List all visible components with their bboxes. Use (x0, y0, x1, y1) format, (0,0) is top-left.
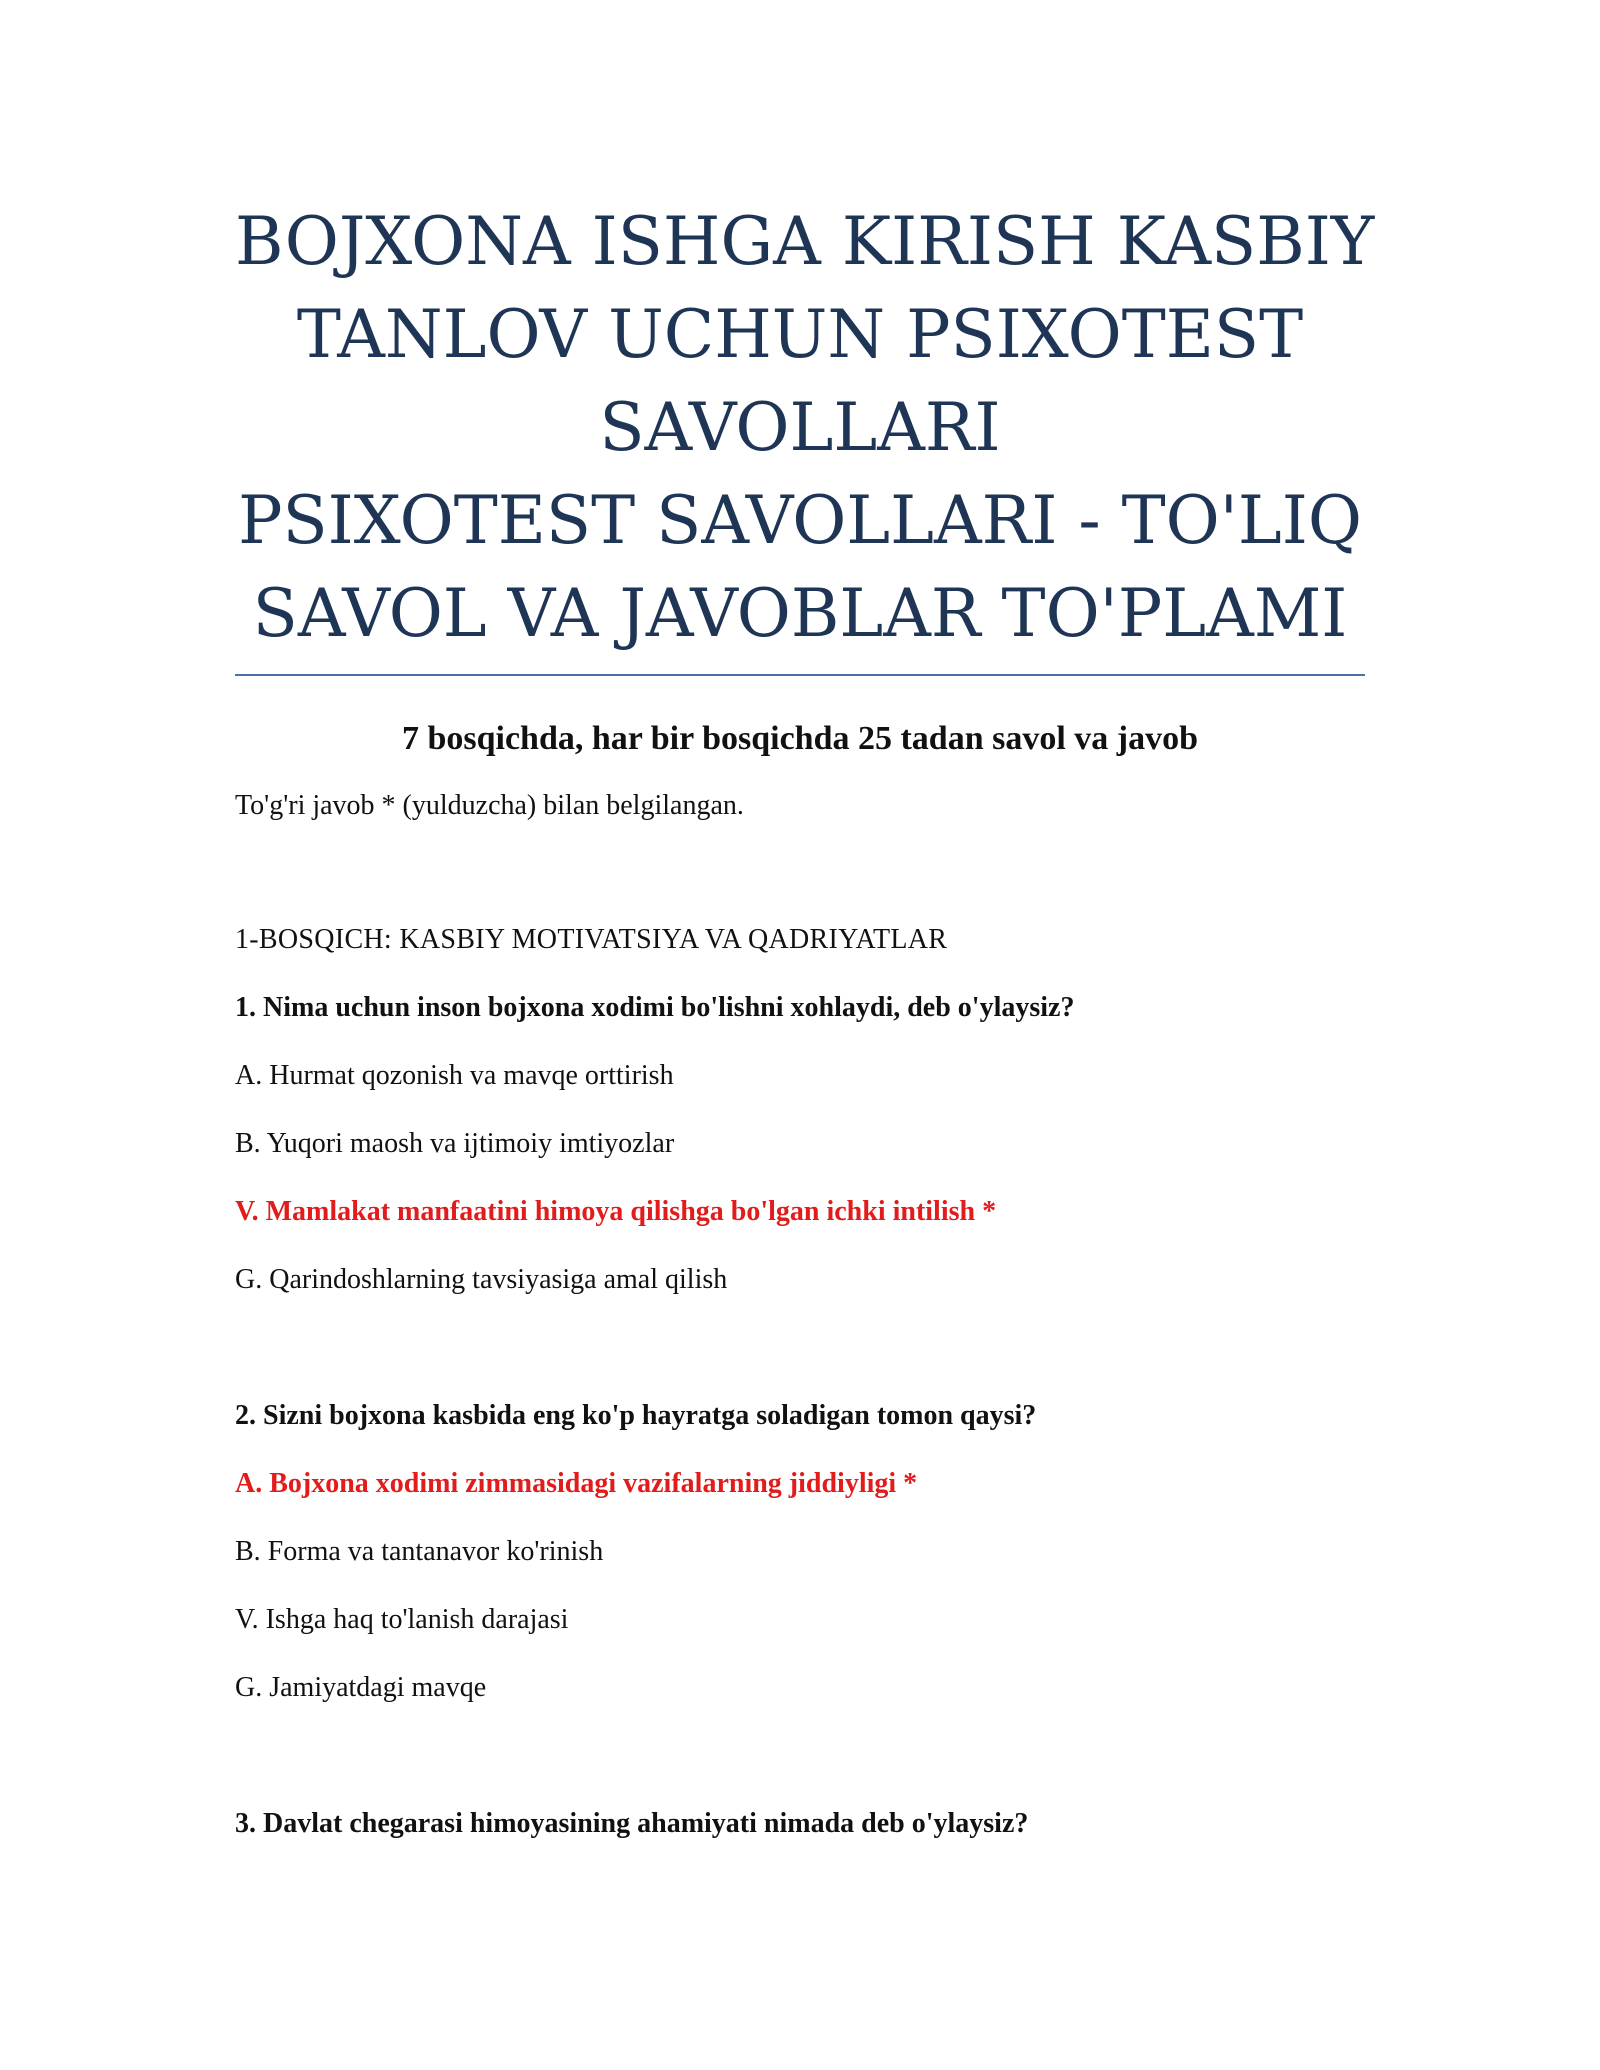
question-1-option-a: A. Hurmat qozonish va mavqe orttirish (235, 1060, 674, 1091)
stage-heading: 1-BOSQICH: KASBIY MOTIVATSIYA VA QADRIYATLAR (235, 924, 948, 955)
question-2-option-v: V. Ishga haq to'lanish darajasi (235, 1604, 569, 1635)
question-2-option-b: B. Forma va tantanavor ko'rinish (235, 1536, 604, 1567)
question-3: 3. Davlat chegarasi himoyasining ahamiyati nimada deb o'ylaysiz? (235, 1808, 1029, 1839)
question-2-option-a-correct: A. Bojxona xodimi zimmasidagi vazifalarning jiddiyligi * (235, 1468, 918, 1499)
question-1-option-g: G. Qarindoshlarning tavsiyasiga amal qilish (235, 1264, 728, 1295)
question-2: 2. Sizni bojxona kasbida eng ko'p hayratga soladigan tomon qaysi? (235, 1400, 1037, 1431)
question-1-option-b: B. Yuqori maosh va ijtimoiy imtiyozlar (235, 1128, 675, 1159)
question-1: 1. Nima uchun inson bojxona xodimi bo'lishni xohlaydi, deb o'ylaysiz? (235, 992, 1075, 1023)
title-line: TANLOV UCHUN PSIXOTEST (296, 296, 1304, 373)
question-1-option-v-correct: V. Mamlakat manfaatini himoya qilishga bo'lgan ichki intilish * (235, 1196, 997, 1227)
title-line: SAVOL VA JAVOBLAR TO'PLAMI (252, 575, 1348, 652)
title-line: SAVOLLARI (599, 389, 1001, 466)
document-subtitle: 7 bosqichda, har bir bosqichda 25 tadan savol va javob (401, 720, 1199, 757)
title-line: PSIXOTEST SAVOLLARI - TO'LIQ (238, 482, 1362, 559)
document-title (235, 195, 1375, 660)
answer-key-note: To'g'ri javob * (yulduzcha) bilan belgilangan. (235, 790, 744, 821)
question-2-option-g: G. Jamiyatdagi mavqe (235, 1672, 487, 1703)
title-line: BOJXONA ISHGA KIRISH KASBIY (235, 203, 1375, 280)
title-divider (235, 674, 1365, 676)
